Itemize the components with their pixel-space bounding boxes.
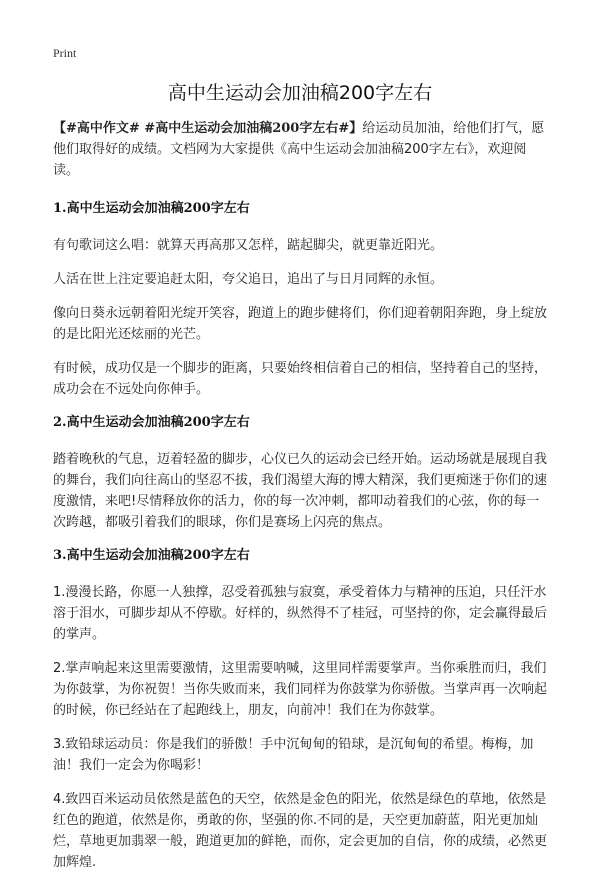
section-1 <box>53 199 551 400</box>
document-body <box>53 118 551 886</box>
section-heading: 2.高中生运动会加油稿200字左右 <box>53 415 250 430</box>
section-2 <box>53 413 551 533</box>
document-title: 高中生运动会加油稿200字左右 <box>167 82 433 104</box>
section-heading: 3.高中生运动会加油稿200字左右 <box>53 548 250 563</box>
section-paragraph: 有句歌词这么唱：就算天再高那又怎样，踮起脚尖，就更靠近阳光。 <box>53 238 444 253</box>
section-paragraph: 3.致铅球运动员：你是我们的骄傲！手中沉甸甸的铅球，是沉甸甸的希望。梅梅，加油！我们一定会为你喝彩！ <box>53 737 534 773</box>
section-paragraph: 4.致四百米运动员依然是蓝色的天空，依然是金色的阳光，依然是绿色的草地，依然是红色的跑道，依然是你，勇敢的你，坚强的你.不同的是，天空更加蔚蓝，阳光更加灿烂，草地更加翡翠一般，跑道更加的鲜艳，而你，定会更加的自信，你的成绩，必然更加辉煌. <box>53 792 548 870</box>
section-paragraph: 踏着晚秋的气息，迈着轻盈的脚步，心仪已久的运动会已经开始。运动场就是展现自我的舞台，我们向往高山的坚忍不拔，我们渴望大海的博大精深，我们更痴迷于你们的速度激情，来吧!尽情释放你的活力，你的每一次冲刺，都叩动着我们的心弦，你的每一次跨越，都吸引着我们的眼球，你们是赛场上闪亮的焦点。 <box>53 452 548 530</box>
intro-paragraph <box>53 118 551 181</box>
section-heading: 1.高中生运动会加油稿200字左右 <box>53 201 250 216</box>
section-paragraph: 像向日葵永远朝着阳光绽开笑容，跑道上的跑步健将们，你们迎着朝阳奔跑，身上绽放的是比阳光还炫丽的光芒。 <box>53 306 548 342</box>
section-paragraph: 有时候，成功仅是一个脚步的距离，只要始终相信着自己的相信，坚持着自己的坚持，成功会在不远处向你伸手。 <box>53 361 548 397</box>
intro-tag: 【#高中作文# #高中生运动会加油稿200字左右#】 <box>53 121 363 136</box>
intro-text: 给运动员加油，给他们打气，愿他们取得好的成绩。文档网为大家提供《高中生运动会加油稿200字左右》，欢迎阅读。 <box>53 121 545 178</box>
section-paragraph: 2.掌声响起来这里需要激情，这里需要呐喊，这里同样需要掌声。当你乘胜而归，我们为你鼓掌，为你祝贺！当你失败而来，我们同样为你鼓掌为你骄傲。当掌声再一次响起的时候，你已经站在了起跑线上，朋友，向前冲！我们在为你鼓掌。 <box>53 661 548 718</box>
print-label: Print <box>53 46 77 60</box>
section-paragraph: 1.漫漫长路，你愿一人独撑，忍受着孤独与寂寞，承受着体力与精神的压迫，只任汗水溶于泪水，可脚步却从不停歇。好样的，纵然得不了桂冠，可坚持的你，定会赢得最后的掌声。 <box>53 585 548 642</box>
section-paragraph: 人活在世上注定要追赶太阳，夸父追日，追出了与日月同辉的永恒。 <box>53 272 444 287</box>
section-3 <box>53 546 551 873</box>
